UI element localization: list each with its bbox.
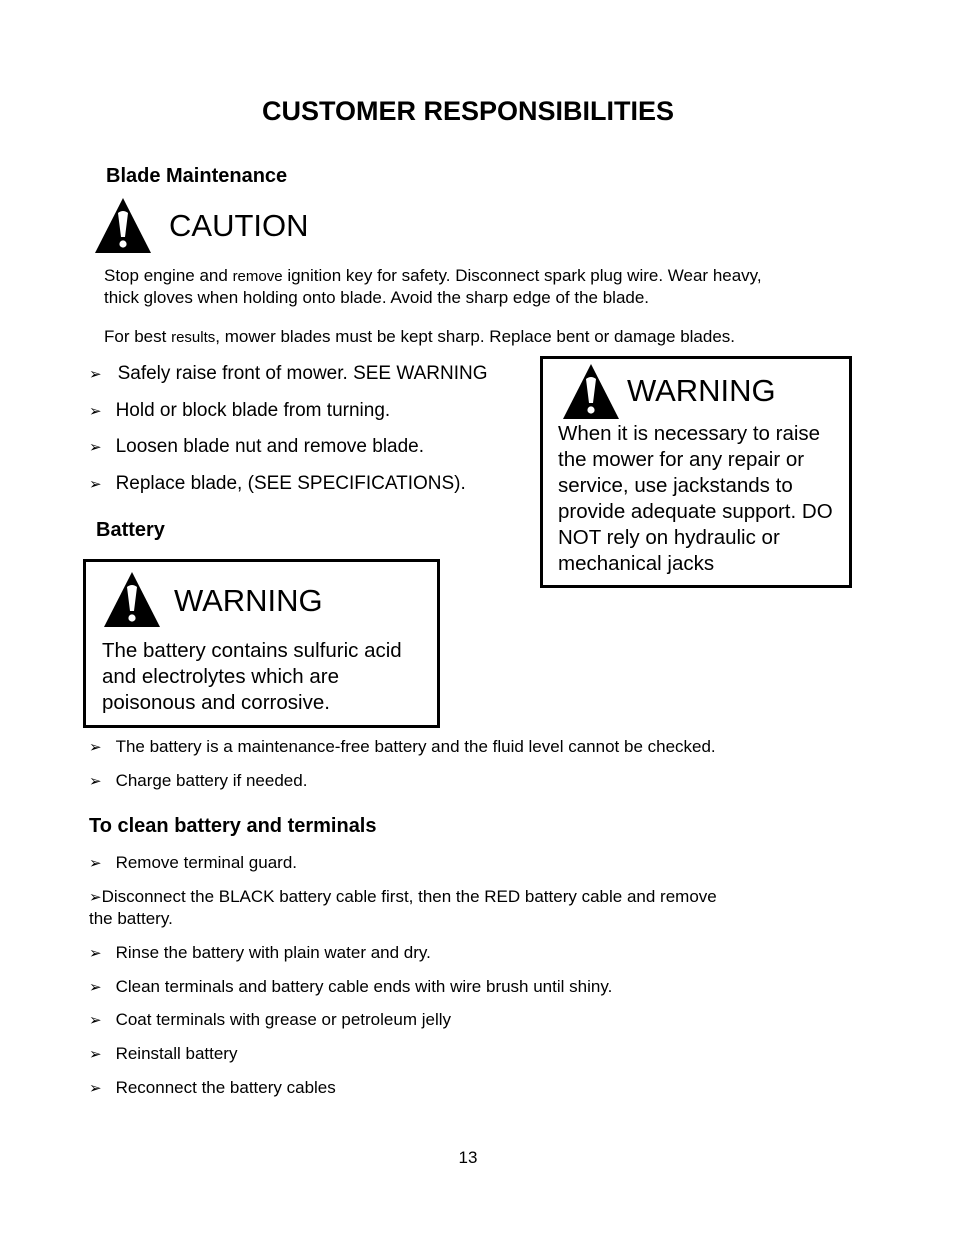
list-item [89,943,431,963]
blade-note-part: , mower blades must be kept sharp. Replace bent or damage blades. [215,327,736,346]
bullet-arrow-icon: ➢ [89,979,102,996]
list-item [89,1010,451,1030]
list-item [89,473,466,495]
blade-note-part: For best [104,327,172,346]
warning-text: The battery contains sulfuric acid and electrolytes which are poisonous and corrosive. [102,639,402,714]
list-item [89,977,612,997]
bullet-arrow-icon: ➢ [89,476,102,493]
list-item-text: Remove terminal guard. [115,853,297,872]
caution-text-line-2: thick gloves when holding onto blade. Avoid the sharp edge of the blade. [104,288,650,307]
bullet-arrow-icon: ➢ [89,366,102,383]
page-number: 13 [458,1148,478,1167]
list-item-text: Coat terminals with grease or petroleum jelly [115,1010,451,1029]
list-item-text: Safely raise front of mower. SEE WARNING [117,363,488,384]
bullet-arrow-icon: ➢ [89,773,102,790]
bullet-arrow-icon: ➢ [89,889,102,906]
list-item [89,363,487,385]
warning-triangle-icon [562,363,620,420]
bullet-arrow-icon: ➢ [89,1012,102,1029]
cleaning-heading: To clean battery and terminals [89,815,377,837]
caution-text-line-1 [104,265,762,288]
list-item-text: Rinse the battery with plain water and dry. [115,943,431,962]
bullet-arrow-icon: ➢ [89,739,102,756]
battery-heading: Battery [96,519,165,541]
list-item-text: The battery is a maintenance-free battery and the fluid level cannot be checked. [115,737,716,756]
list-item-text: Loosen blade nut and remove blade. [115,436,425,457]
caution-text-part: Stop engine and [104,266,233,285]
battery-warning-box [83,559,440,728]
warning-text: When it is necessary to raise the mower for any repair or service, use jackstands to provide adequate support. DO NOT rely on hydraulic or mechanical jacks [558,422,833,575]
list-item-text: Charge battery if needed. [115,771,308,790]
list-item-text: Replace blade, (SEE SPECIFICATIONS). [115,473,466,494]
jack-warning-box [540,356,852,588]
caution-text-part: remove [232,268,283,285]
list-item [89,887,717,907]
bullet-arrow-icon: ➢ [89,403,102,420]
list-item [89,400,390,422]
caution-label: CAUTION [169,208,309,243]
list-item-text: Reconnect the battery cables [115,1078,336,1097]
bullet-arrow-icon: ➢ [89,855,102,872]
list-item [89,853,297,873]
list-item [89,771,307,791]
list-item-text: Reinstall battery [115,1044,238,1063]
warning-label: WARNING [627,373,776,408]
page-title: CUSTOMER RESPONSIBILITIES [261,96,675,126]
list-item [89,1078,336,1098]
bullet-arrow-icon: ➢ [89,945,102,962]
list-item-text: Clean terminals and battery cable ends with wire brush until shiny. [115,977,613,996]
blade-note-part: results [171,329,216,346]
caution-text-part: ignition key for safety. Disconnect spark plug wire. Wear heavy, [282,266,762,285]
list-item [89,1044,237,1064]
bullet-arrow-icon: ➢ [89,439,102,456]
bullet-arrow-icon: ➢ [89,1046,102,1063]
bullet-arrow-icon: ➢ [89,1080,102,1097]
list-item-text: Hold or block blade from turning. [115,400,391,421]
blade-note [104,326,735,349]
warning-label: WARNING [174,583,323,618]
list-item-text: Disconnect the BLACK battery cable first, then the RED battery cable and remove [101,887,717,906]
list-item-continuation: the battery. [89,909,173,928]
warning-triangle-icon [94,197,152,254]
list-item [89,436,424,458]
list-item [89,737,716,757]
warning-triangle-icon [103,571,161,628]
blade-maintenance-heading: Blade Maintenance [106,165,288,187]
